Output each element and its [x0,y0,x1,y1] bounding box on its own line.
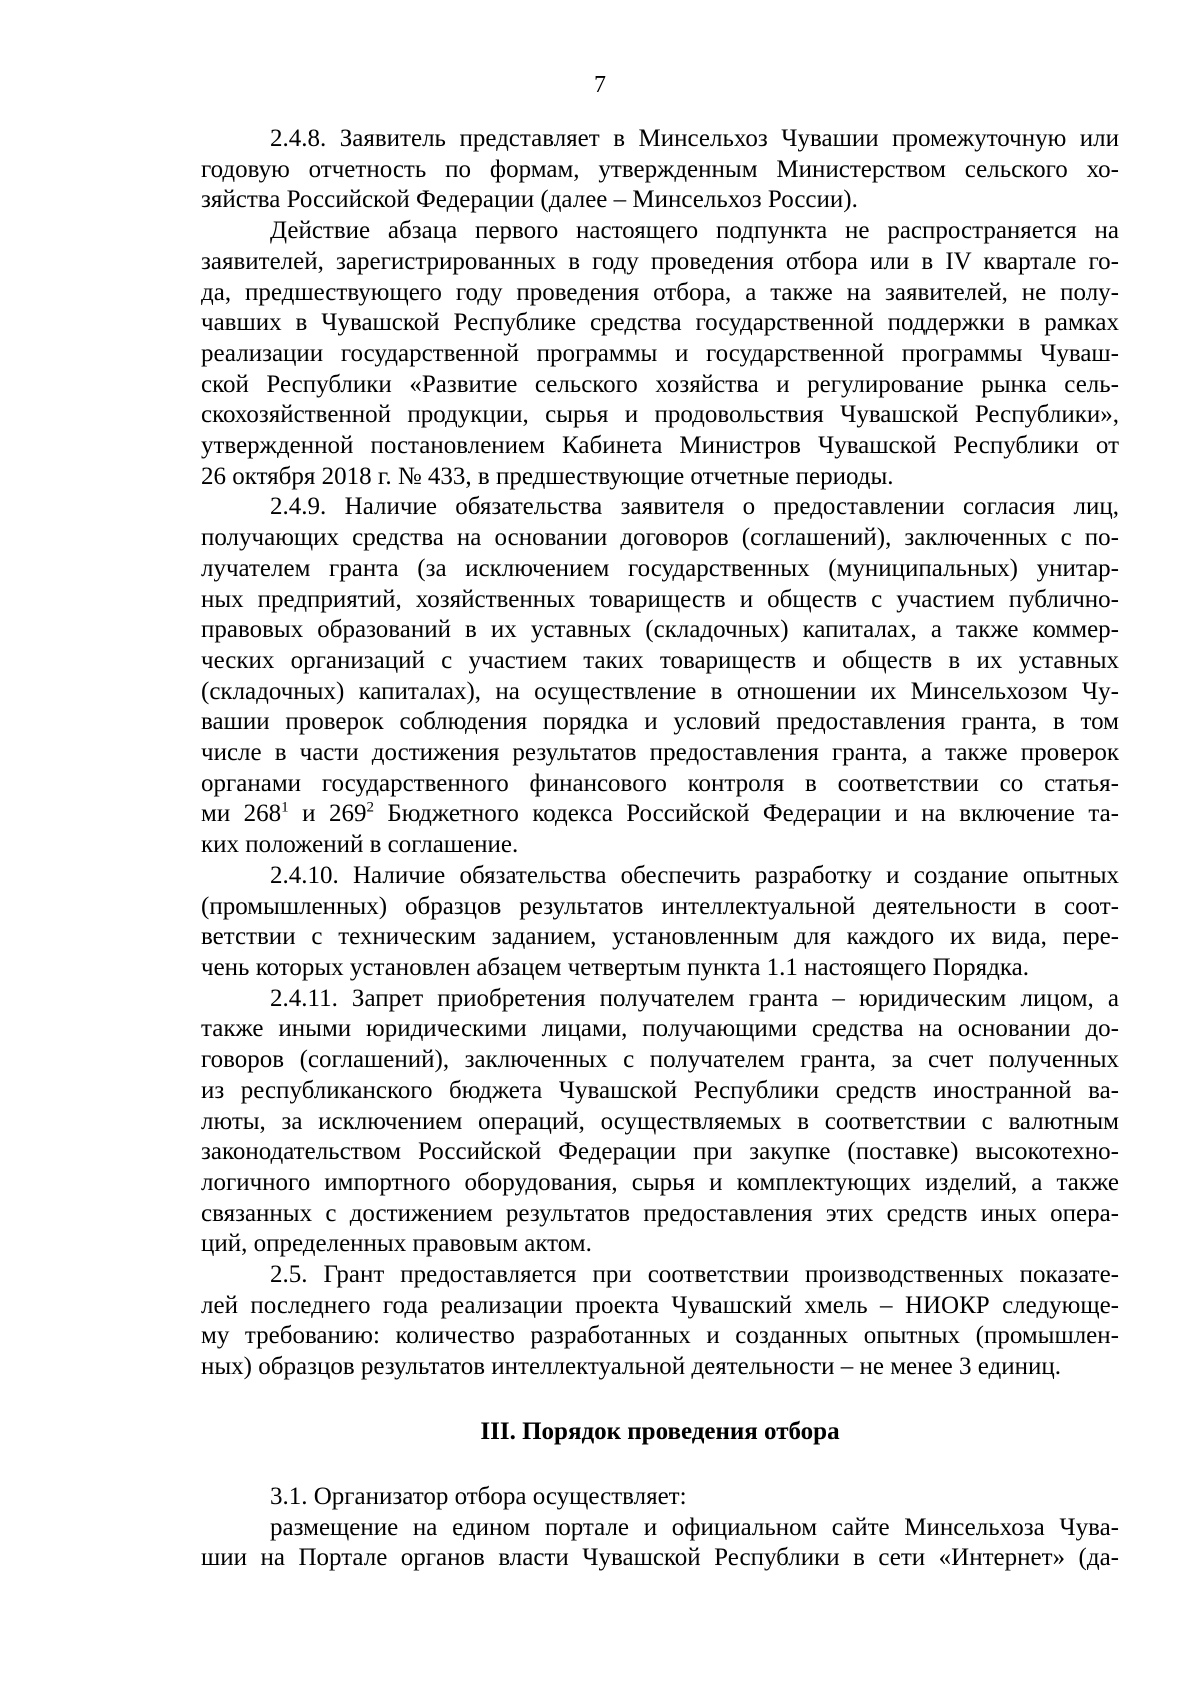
text-line: ных предприятий, хозяйственных товариществ и обществ с участием публично- [201,585,1119,613]
text-line: реализации государственной программы и государственной программы Чуваш- [201,339,1119,367]
text-line: 2.4.11. Запрет приобретения получателем гранта – юридическим лицом, а [270,984,1119,1012]
text-line: зяйства Российской Федерации (далее – Минсельхоз России). [201,186,858,214]
text-fragment: Бюджетного кодекса Российской Федерации и на включение та- [373,800,1119,828]
text-line: правовых образований в их уставных (складочных) капиталах, а также коммер- [201,616,1119,644]
text-line: чавших в Чувашской Республике средства государственной поддержки в рамках [201,309,1119,337]
text-line: ческих организаций с участием таких товариществ и обществ в их уставных [201,646,1119,674]
text-line: утвержденной постановлением Кабинета Министров Чувашской Республики от [201,432,1119,460]
text-fragment: и 269 [288,800,367,828]
text-line: говоров (соглашений), заключенных с получателем гранта, за счет полученных [201,1046,1119,1074]
superscript: 2 [366,800,374,817]
text-line: законодательством Российской Федерации при закупке (поставке) высокотехно- [201,1138,1119,1166]
text-line: логичного импортного оборудования, сырья и комплектующих изделий, а также [201,1168,1119,1196]
text-line: (промышленных) образцов результатов интеллектуальной деятельности в соот- [201,892,1119,920]
section-heading: III. Порядок проведения отбора [480,1417,840,1445]
text-line: му требованию: количество разработанных и созданных опытных (промышлен- [201,1322,1119,1350]
text-line: также иными юридическими лицами, получающими средства на основании до- [201,1015,1119,1043]
paragraph-2-4-9 [201,492,1119,860]
text-line: годовую отчетность по формам, утвержденным Министерством сельского хо- [201,155,1119,183]
paragraph-2-4-11 [201,984,1119,1260]
text-line: заявителей, зарегистрированных в году проведения отбора или в IV квартале го- [201,247,1119,275]
paragraph-3-1-placement [201,1513,1119,1574]
paragraph-2-4-10 [201,861,1119,984]
text-line: размещение на едином портале и официальном сайте Минсельхоза Чува- [270,1513,1119,1541]
text-line: (складочных) капиталах), на осуществление в отношении их Минсельхозом Чу- [201,677,1119,705]
text-line: ветствии с техническим заданием, установленным для каждого их вида, пере- [201,923,1119,951]
text-line: из республиканского бюджета Чувашской Республики средств иностранной ва- [201,1076,1119,1104]
text-line: Действие абзаца первого настоящего подпункта не распространяется на [270,217,1119,245]
text-line: лучателем гранта (за исключением государственных (муниципальных) унитар- [201,554,1119,582]
document-body [201,124,1119,1574]
text-line: ской Республики «Развитие сельского хозяйства и регулирование рынка сель- [201,370,1119,398]
text-line: 3.1. Организатор отбора осуществляет: [270,1482,687,1510]
text-line: 2.4.8. Заявитель представляет в Минсельхоз Чувашии промежуточную или [270,125,1119,152]
text-line: лей последнего года реализации проекта Чувашский хмель – НИОКР следующе- [201,1291,1119,1319]
text-line: ких положений в соглашение. [201,831,519,859]
paragraph-2-4-8-exception [201,216,1119,492]
text-line: 2.4.9. Наличие обязательства заявителя о предоставлении согласия лиц, [270,493,1119,521]
text-line: связанных с достижением результатов предоставления этих средств иных опера- [201,1199,1119,1227]
text-line: вашии проверок соблюдения порядка и условий предоставления гранта, в том [201,708,1119,736]
text-line: ций, определенных правовым актом. [201,1230,592,1258]
paragraph-3-1 [201,1482,1119,1513]
text-line: да, предшествующего году проведения отбора, а также на заявителей, не полу- [201,278,1119,306]
text-line: 26 октября 2018 г. № 433, в предшествующие отчетные периоды. [201,462,894,490]
text-line: чень которых установлен абзацем четвертым пункта 1.1 настоящего Порядка. [201,953,1029,981]
text-line: 2.5. Грант предоставляется при соответствии производственных показате- [270,1261,1119,1289]
text-line: шии на Портале органов власти Чувашской Республики в сети «Интернет» (да- [201,1544,1119,1572]
text-line: числе в части достижения результатов предоставления гранта, а также проверок [201,739,1119,767]
text-line: люты, за исключением операций, осуществляемых в соответствии с валютным [201,1107,1119,1135]
text-line: ных) образцов результатов интеллектуальной деятельности – не менее 3 единиц. [201,1353,1061,1381]
text-line-with-footnote-refs [201,799,1119,830]
superscript: 1 [281,800,289,817]
text-line: органами государственного финансового контроля в соответствии со статья- [201,769,1119,797]
text-line: скохозяйственной продукции, сырья и продовольствия Чувашской Республики», [201,401,1119,429]
text-line: 2.4.10. Наличие обязательства обеспечить разработку и создание опытных [270,861,1119,889]
page-number: 7 [594,72,606,98]
paragraph-2-4-8 [201,124,1119,216]
paragraph-2-5 [201,1260,1119,1383]
text-line: получающих средства на основании договоров (соглашений), заключенных с по- [201,524,1119,552]
text-fragment: ми 268 [201,800,282,828]
